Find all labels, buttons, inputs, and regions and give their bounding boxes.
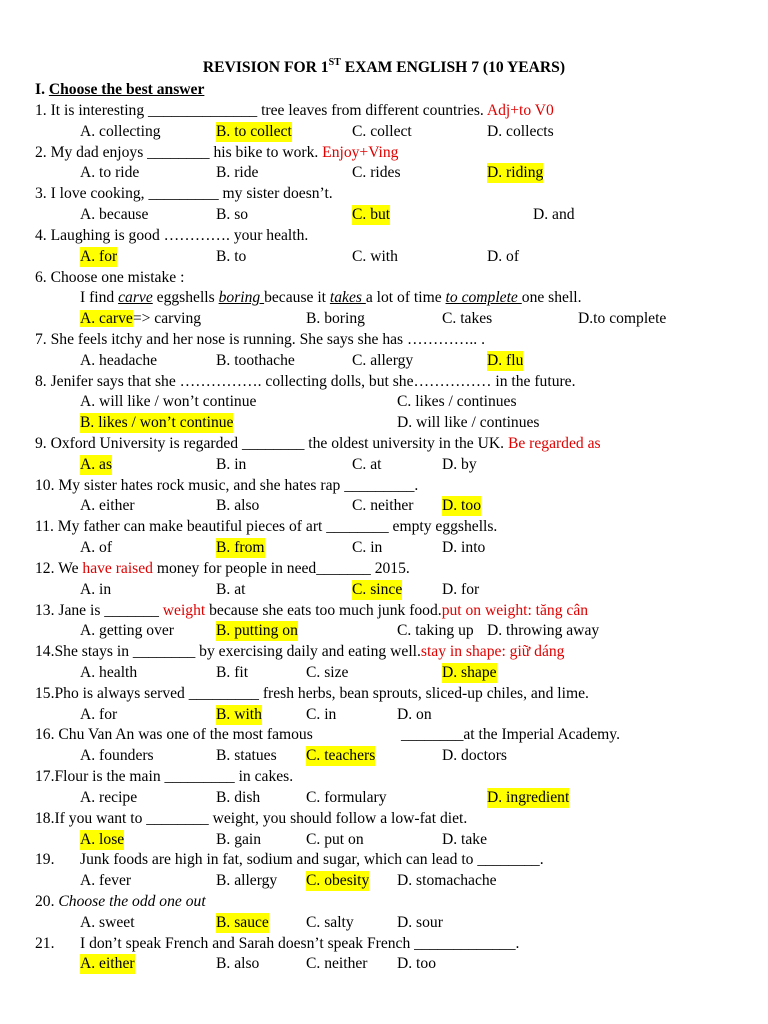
option-a-correct: A. as [80,456,113,473]
option-a-correct: A. either [80,955,135,972]
question-21: I don’t speak French and Sarah doesn’t speak French _____________. [80,935,520,952]
question-19-number: 19. [35,851,55,868]
question-12: 12. We have raised money for people in need_______ 2015. [35,560,410,577]
option-b: B. allergy [216,872,278,889]
option-d: D. sour [397,914,443,931]
option-c: C. collect [352,123,412,140]
option-a: A. recipe [80,789,138,806]
option-b: B. boring [306,310,365,327]
option-d-correct: D. shape [442,664,497,681]
option-c-correct: C. but [352,206,391,223]
question-1: 1. It is interesting ______________ tree leaves from different countries. Adj+to V0 [35,102,554,119]
option-b: B. also [216,955,260,972]
option-a: A. sweet [80,914,135,931]
option-c-correct: C. teachers [306,747,376,764]
option-c: C. neither [352,497,414,514]
option-a: A. for [80,706,118,723]
option-d: D. throwing away [487,622,600,639]
option-d: D. stomachache [397,872,497,889]
question-16: 16. Chu Van An was one of the most famous [35,726,313,743]
option-b: B. to [216,248,247,265]
option-a: A. either [80,497,135,514]
question-18: 18.If you want to ________ weight, you should follow a low-fat diet. [35,810,468,827]
option-c: C. put on [306,831,364,848]
question-6: 6. Choose one mistake : [35,269,185,286]
option-b-correct: B. to collect [216,123,292,140]
option-c: C. formulary [306,789,387,806]
option-c: C. in [352,539,383,556]
question-21-number: 21. [35,935,55,952]
option-a: A. fever [80,872,132,889]
option-b-correct: B. from [216,539,265,556]
option-b: B. fit [216,664,249,681]
grammar-note: Be regarded as [507,435,601,452]
option-d: D. by [442,456,477,473]
question-10: 10. My sister hates rock music, and she hates rap _________. [35,477,419,494]
option-d: D. for [442,581,480,598]
question-15: 15.Pho is always served _________ fresh herbs, bean sprouts, sliced-up chiles, and lime. [35,685,589,702]
option-c: C. taking up [397,622,474,639]
option-d: D. and [533,206,575,223]
option-a-correct: A. carve=> carving [80,310,202,327]
option-a: A. getting over [80,622,174,639]
option-d: D. doctors [442,747,507,764]
option-b: B. also [216,497,260,514]
question-14: 14.She stays in ________ by exercising daily and eating well.stay in shape: giữ dáng [35,643,565,660]
option-d-correct: D. flu [487,352,524,369]
option-d: D. of [487,248,520,265]
question-4: 4. Laughing is good …………. your health. [35,227,309,244]
option-d: D.to complete [578,310,667,327]
option-d-correct: D. ingredient [487,789,570,806]
option-a: A. collecting [80,123,161,140]
option-a: A. headache [80,352,158,369]
option-a: A. to ride [80,164,140,181]
question-8: 8. Jenifer says that she ……………. collecting dolls, but she…………… in the future. [35,373,576,390]
option-b: B. in [216,456,247,473]
option-b-correct: B. with [216,706,262,723]
question-16-blank: ________at the Imperial Academy. [401,726,620,743]
option-a: A. because [80,206,149,223]
option-b: B. so [216,206,249,223]
option-b: B. statues [216,747,277,764]
option-a: A. of [80,539,113,556]
option-b: B. ride [216,164,259,181]
question-9: 9. Oxford University is regarded ________ the oldest university in the UK. Be regarded as [35,435,601,452]
option-b-correct: B. putting on [216,622,298,639]
option-a-correct: A. for [80,248,118,265]
grammar-note: stay in shape: giữ dáng [420,643,565,660]
option-b: B. dish [216,789,261,806]
section-heading: I. Choose the best answer [35,81,205,98]
option-b: B. at [216,581,246,598]
option-d: D. too [397,955,436,972]
option-d-correct: D. too [442,497,481,514]
option-c: C. likes / continues [397,393,517,410]
option-c: C. allergy [352,352,414,369]
option-c: C. at [352,456,382,473]
question-19: Junk foods are high in fat, sodium and sugar, which can lead to ________. [80,851,544,868]
option-c-correct: C. obesity [306,872,370,889]
option-d: D. into [442,539,486,556]
option-c: C. size [306,664,349,681]
option-c-correct: C. since [352,581,403,598]
option-a: A. health [80,664,138,681]
option-c: C. rides [352,164,401,181]
question-17: 17.Flour is the main _________ in cakes. [35,768,294,785]
option-b-correct: B. sauce [216,914,269,931]
question-2: 2. My dad enjoys ________ his bike to work. Enjoy+Ving [35,144,399,161]
option-c: C. takes [442,310,493,327]
option-d-correct: D. riding [487,164,544,181]
option-c: C. with [352,248,398,265]
option-d: D. collects [487,123,554,140]
question-11: 11. My father can make beautiful pieces of art ________ empty eggshells. [35,518,498,535]
option-c: C. neither [306,955,368,972]
option-d: D. take [442,831,488,848]
question-6-sentence: I find carve eggshells boring because it takes a lot of time to complete one shell. [80,289,582,306]
option-d: D. on [397,706,432,723]
question-3: 3. I love cooking, _________ my sister doesn’t. [35,185,333,202]
option-b-correct: B. likes / won’t continue [80,414,234,431]
option-c: C. salty [306,914,354,931]
question-13: 13. Jane is _______ weight because she eats too much junk food.put on weight: tăng cân [35,602,589,619]
option-b: B. toothache [216,352,295,369]
option-c: C. in [306,706,337,723]
option-a: A. in [80,581,112,598]
option-a: A. will like / won’t continue [80,393,257,410]
option-b: B. gain [216,831,262,848]
question-7: 7. She feels itchy and her nose is running. She says she has ………….. . [35,331,485,348]
grammar-note: Adj+to V0 [486,102,554,119]
option-d: D. will like / continues [397,414,540,431]
question-20: 20. Choose the odd one out [35,893,206,910]
option-a-correct: A. lose [80,831,125,848]
grammar-note: Enjoy+Ving [322,144,399,161]
option-a: A. founders [80,747,154,764]
page-title: REVISION FOR 1ST EXAM ENGLISH 7 (10 YEARS) [202,57,566,76]
grammar-note: put on weight: tăng cân [441,602,589,619]
